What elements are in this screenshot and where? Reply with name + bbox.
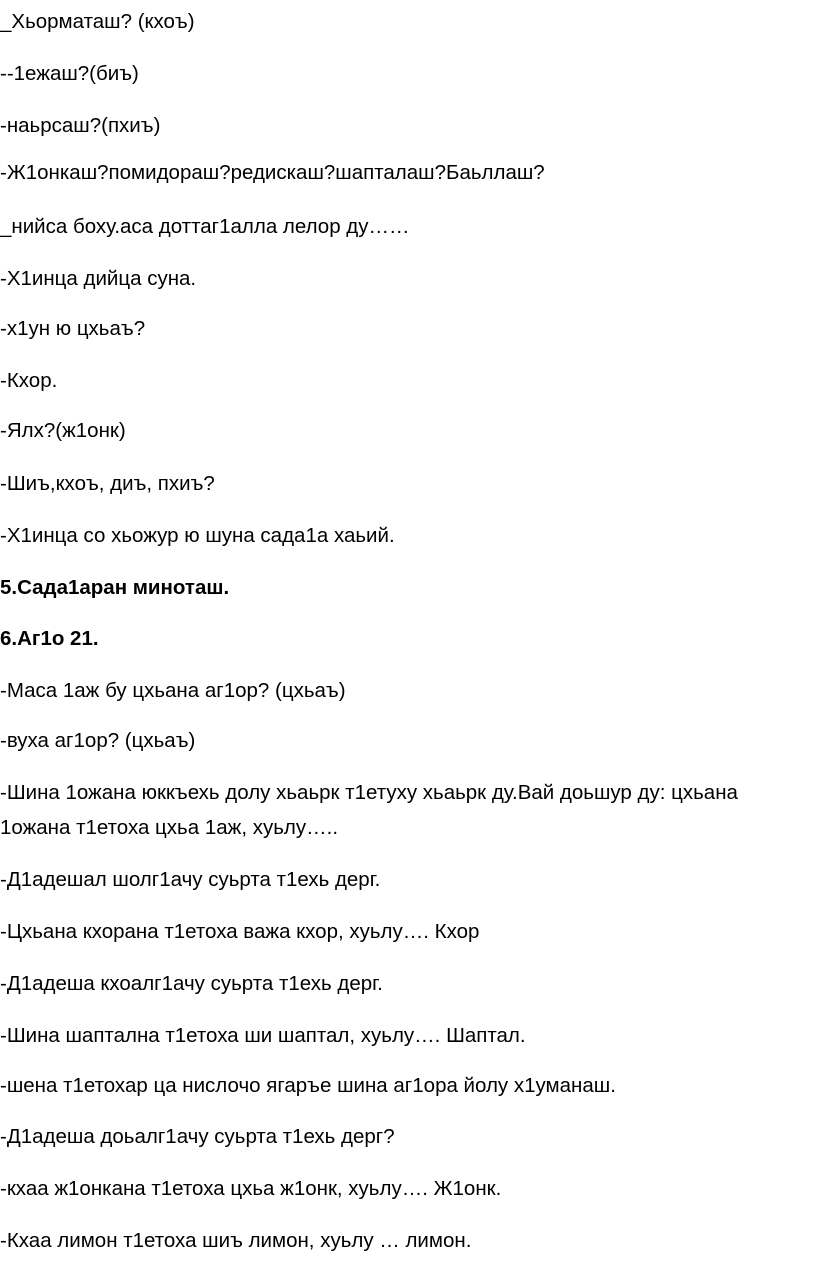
text-line: 1ожана т1етоха цхьа 1аж, хуьлу…..: [0, 816, 339, 839]
text-line: -наьрсаш?(пхиъ): [0, 114, 161, 137]
text-line: -Х1инца со хьожур ю шуна сада1а хаьий.: [0, 524, 395, 547]
text-line: -шена т1етохар ца нислочо ягаръе шина аг1ора йолу х1уманаш.: [0, 1074, 616, 1097]
text-line: -Ж1онкаш?помидораш?редискаш?шапталаш?Баьллаш?: [0, 161, 545, 184]
text-line: -Шина шаптална т1етоха ши шаптал, хуьлу…. Шаптал.: [0, 1024, 526, 1047]
text-line: -Ялх?(ж1онк): [0, 419, 126, 442]
text-line: -Шиъ,кхоъ, диъ, пхиъ?: [0, 472, 215, 495]
text-line: -Шина 1ожана юккъехь долу хьаьрк т1етуху хьаьрк ду.Вай доьшур ду: цхьана: [0, 781, 738, 804]
text-line: -Д1адеша доьалг1ачу суьрта т1ехь дерг?: [0, 1125, 395, 1148]
text-line: -Х1инца дийца суна.: [0, 267, 197, 290]
text-line: _Хьорматаш? (кхоъ): [0, 10, 195, 33]
text-line: -Цхьана кхорана т1етоха важа кхор, хуьлу…. Кхор: [0, 920, 480, 943]
text-line: -Кхаа лимон т1етоха шиъ лимон, хуьлу … лимон.: [0, 1229, 472, 1252]
text-line: _нийса боху.аса доттаг1алла лелор ду……: [0, 215, 410, 238]
text-line: -вуха аг1ор? (цхьаъ): [0, 729, 196, 752]
text-line: -Маса 1аж бу цхьана аг1ор? (цхьаъ): [0, 679, 346, 702]
section-heading: 6.Аг1о 21.: [0, 627, 99, 650]
text-line: -х1ун ю цхьаъ?: [0, 317, 146, 340]
text-line: -Д1адешал шолг1ачу суьрта т1ехь дерг.: [0, 868, 381, 891]
section-heading: 5.Сада1аран миноташ.: [0, 576, 230, 599]
text-line: -Д1адеша кхоалг1ачу суьрта т1ехь дерг.: [0, 972, 383, 995]
text-line: -Кхор.: [0, 369, 58, 392]
text-line: --1ежаш?(биъ): [0, 62, 139, 85]
text-line: -кхаа ж1онкана т1етоха цхьа ж1онк, хуьлу…. Ж1онк.: [0, 1177, 502, 1200]
